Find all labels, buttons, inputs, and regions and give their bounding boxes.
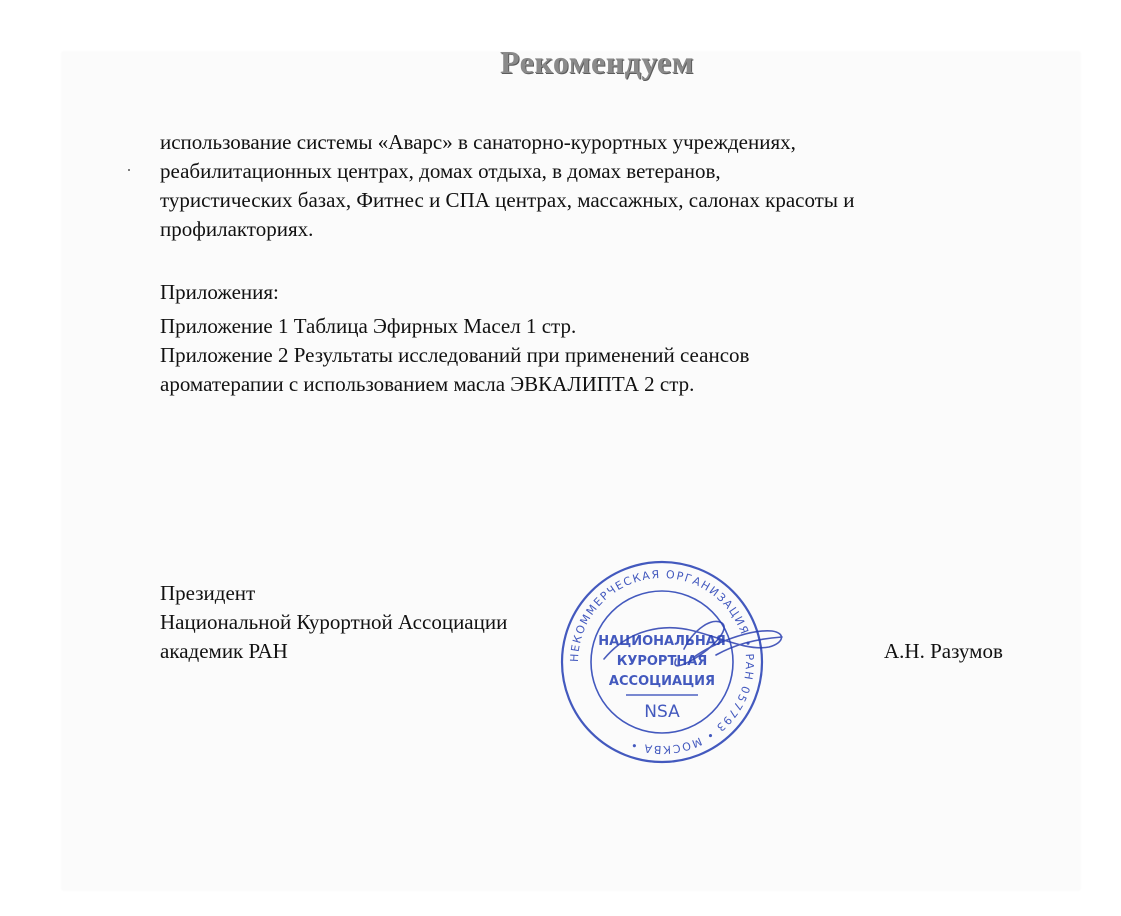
- stamp-center-line-2: КУРОРТНАЯ: [616, 654, 708, 669]
- paragraph-line-3: туристических базах, Фитнес и СПА центрах, массажных, салонах красоты и: [160, 188, 855, 212]
- scan-speck: [128, 169, 130, 171]
- stamp-center-line-1: НАЦИОНАЛЬНАЯ: [598, 634, 726, 649]
- signatory-title: Президент: [160, 581, 256, 605]
- attachment-line-3: ароматерапии с использованием масла ЭВКАЛИПТА 2 стр.: [160, 372, 695, 396]
- organization-stamp: [544, 559, 780, 765]
- attachment-line-2: Приложение 2 Результаты исследований при применений сеансов: [160, 343, 750, 367]
- stamp-center-line-3: АССОЦИАЦИЯ: [608, 674, 716, 689]
- attachments-title: Приложения:: [160, 280, 279, 304]
- signatory-organization: Национальной Курортной Ассоциации: [160, 610, 508, 634]
- signatory-rank: академик РАН: [160, 639, 288, 663]
- paragraph-line-1: использование системы «Аварс» в санаторно-курортных учреждениях,: [160, 130, 796, 154]
- paragraph-line-2: реабилитационных центрах, домах отдыха, в домах ветеранов,: [160, 159, 721, 183]
- stamp-ring-text: НЕКОММЕРЧЕСКАЯ ОРГАНИЗАЦИЯ • РАН 057793 • МОСКВА •: [567, 567, 757, 757]
- attachment-line-1: Приложение 1 Таблица Эфирных Масел 1 стр.: [160, 314, 577, 338]
- document-heading: Рекомендуем: [500, 44, 694, 80]
- paragraph-line-4: профилакториях.: [160, 217, 314, 241]
- signatory-name: А.Н. Разумов: [884, 639, 1003, 663]
- stamp-abbreviation: NSA: [644, 702, 680, 722]
- stamp-graphic: [544, 559, 780, 765]
